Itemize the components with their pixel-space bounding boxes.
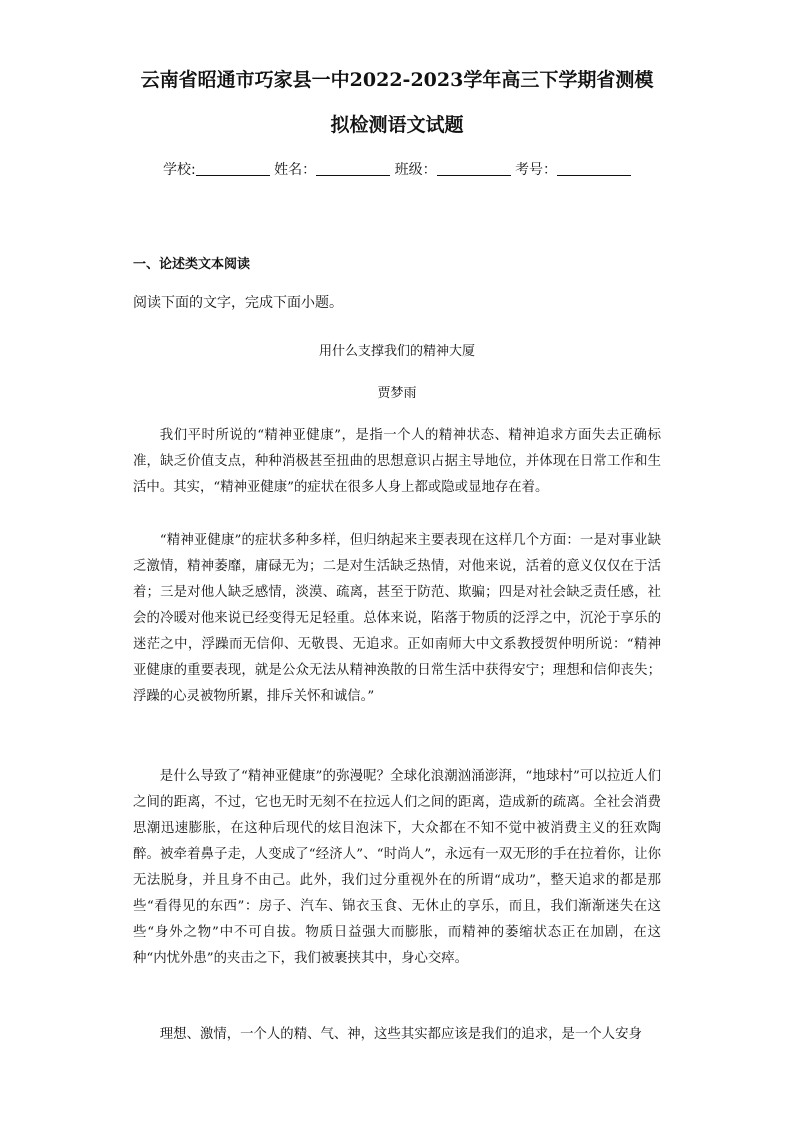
name-label: 姓名：: [274, 162, 317, 178]
article-author: 贾梦雨: [377, 386, 417, 401]
section-heading: 一、论述类文本阅读: [133, 257, 251, 272]
reading-instruction: 阅读下面的文字，完成下面小题。: [133, 295, 343, 311]
document-title-line1: 云南省昭通市巧家县一中2022-2023学年高三下学期省测模: [140, 69, 654, 91]
document-title-line2: 拟检测语文试题: [330, 114, 464, 136]
class-blank: [437, 161, 511, 176]
class-label: 班级：: [394, 162, 437, 178]
exam-number-label: 考号：: [515, 162, 558, 178]
article-paragraph: 是什么导致了“精神亚健康”的弥漫呢？全球化浪潮汹涌澎湃，“地球村”可以拉近人们之间的距离，不过，它也无时无刻不在拉远人们之间的距离，造成新的疏离。全社会消费思潮迅速膨胀，在这种后现代的炫目泡沫下，大众都在不知不觉中被消费主义的狂欢陶醉。被牵着鼻子走，人变成了“经济人”、“时尚人”，永远有一双无形的手在拉着你，让你无法脱身，并且身不由己。此外，我们过分重视外在的所谓“成功”，整天追求的都是那些“看得见的东西”：房子、汽车、锦衣玉食、无休止的享乐，而且，我们渐渐迷失在这些“身外之物”中不可自拔。物质日益强大而膨胀，而精神的萎缩状态正在加剧，在这种“内忧外患”的夹击之下，我们被裹挟其中，身心交瘁。: [133, 769, 661, 966]
article-paragraph: 理想、激情，一个人的精、气、神，这些其实都应该是我们的追求，是一个人安身: [159, 1027, 642, 1042]
article-paragraph: “精神亚健康”的症状多种多样，但归纳起来主要表现在这样几个方面：一是对事业缺乏激情，精神萎靡，庸碌无为；二是对生活缺乏热情，对他来说，活着的意义仅仅在于活着；三是对他人缺乏感情，淡漠、疏离，甚至于防范、欺骗；四是对社会缺乏责任感，社会的冷暖对他来说已经变得无足轻重。总体来说，陷落于物质的泛浮之中，沉沦于享乐的迷茫之中，浮躁而无信仰、无敬畏、无追求。正如南师大中文系教授贺仲明所说：“精神亚健康的重要表现，就是公众无法从精神涣散的日常生活中获得安宁；理想和信仰丧失；浮躁的心灵被物所累，排斥关怀和诚信。”: [133, 533, 661, 704]
student-info-row: [0, 160, 794, 180]
school-label: 学校:: [162, 162, 196, 178]
article-title: 用什么支撑我们的精神大厦: [318, 344, 475, 359]
article-paragraph: 我们平时所说的“精神亚健康”，是指一个人的精神状态、精神追求方面失去正确标准，缺乏价值支点，种种消极甚至扭曲的思想意识占据主导地位，并体现在日常工作和生活中。其实，“精神亚健康”的症状在很多人身上都或隐或显地存在着。: [133, 428, 661, 495]
exam-number-blank: [557, 161, 631, 176]
school-blank: [196, 161, 270, 176]
name-blank: [316, 161, 390, 176]
